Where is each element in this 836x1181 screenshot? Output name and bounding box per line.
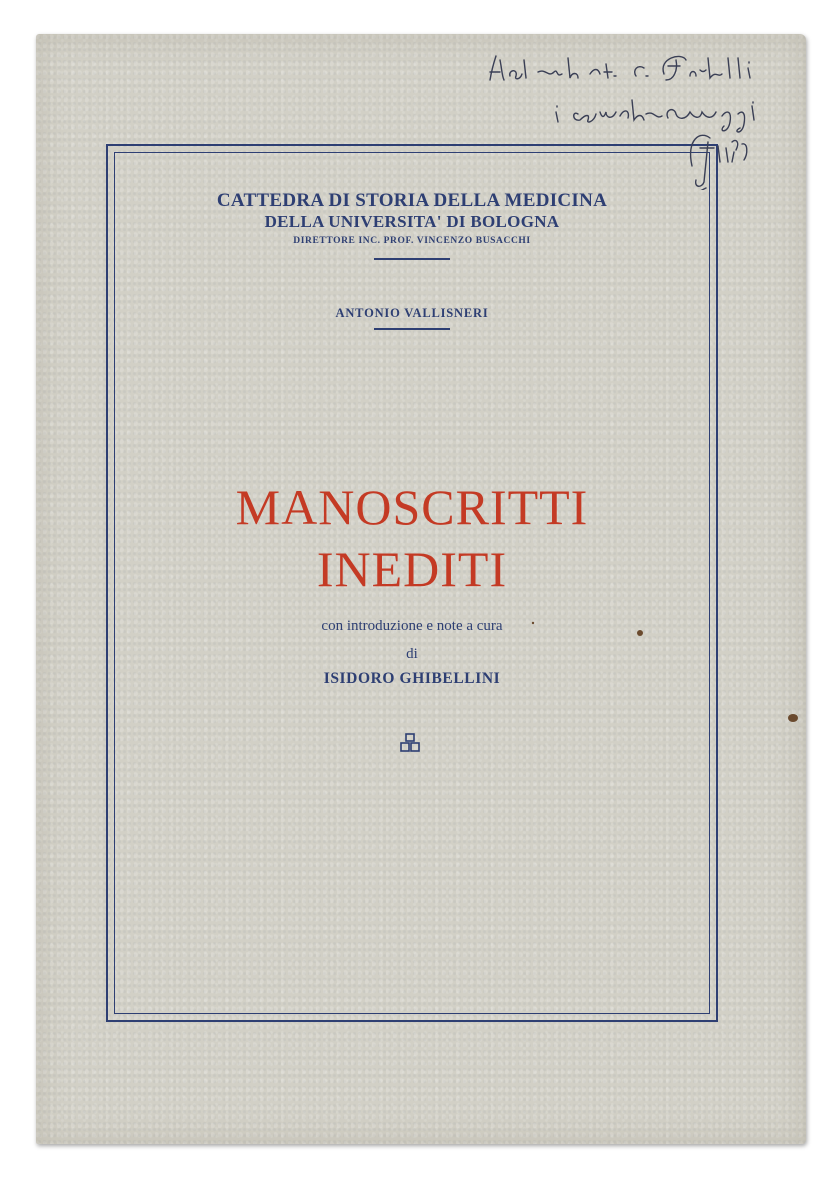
institution-line-1: CATTEDRA DI STORIA DELLA MEDICINA <box>216 190 608 211</box>
intro-line: con introduzione e note a cura <box>321 618 503 634</box>
director-line: DIRETTORE INC. PROF. VINCENZO BUSACCHI <box>293 236 531 246</box>
institution-line-2: DELLA UNIVERSITA' DI BOLOGNA <box>264 212 560 231</box>
preposition-di: di <box>406 646 418 662</box>
author-name: ANTONIO VALLISNERI <box>335 306 489 320</box>
book-title-line-2: INEDITI <box>316 541 508 597</box>
editor-name: ISIDORO GHIBELLINI <box>323 670 501 687</box>
book-title-line-1: MANOSCRITTI <box>235 479 589 535</box>
handwritten-inscription <box>486 50 786 190</box>
